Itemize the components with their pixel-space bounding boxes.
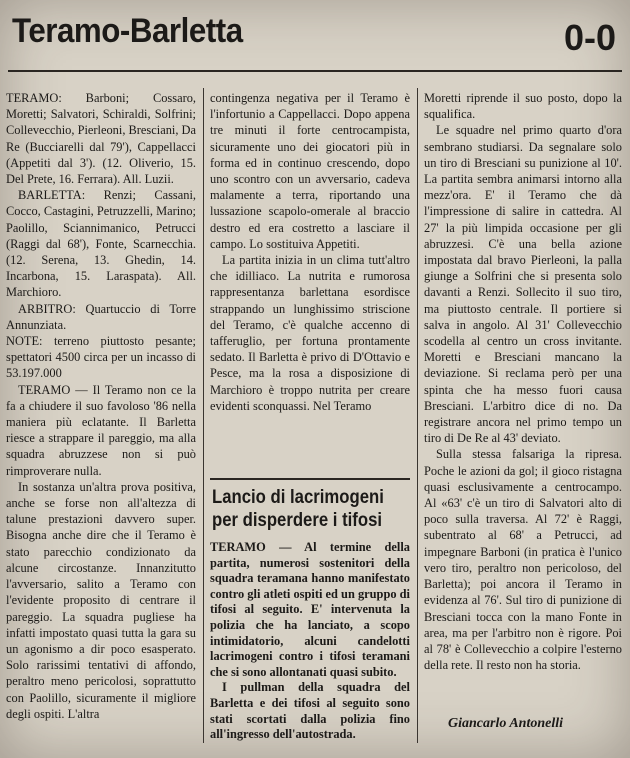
article-paragraph: contingenza negativa per il Teramo è l'infortunio a Cappellacci. Dopo appena tre minuti il forte centrocampista, sicuramente uno dei giocatori più in forma ed in continuo crescendo, dopo uno scontro con un avversario, cadeva malamente a terra, riportando una lussazione scapolo-omerale al braccio destro ed era costretto a lasciare il campo. Lo sostituiva Appetiti.: [210, 91, 410, 251]
byline: Giancarlo Antonelli: [448, 716, 564, 731]
header-rule: [8, 70, 622, 72]
box-paragraph: TERAMO — Al termine della partita, numerosi sostenitori della squadra teramana hanno manifestato contro gli atleti ospiti ed un gruppo di tifosi al seguito. E' intervenuta la polizia che ha lanciato, a scopo intimidatorio, alcuni candelotti lacrimogeni contro i tifosi teramani che si sono allontanati quasi subito.: [210, 540, 410, 679]
side-box: [210, 540, 410, 745]
teramo-lineup: TERAMO: Barboni; Cossaro, Moretti; Salvatori, Schiraldi, Solfrini; Collevecchio, Pierleoni, Bresciani, Da Re (Bucciarelli dal 79'), Cappellacci (Appetiti dal 3'). (12. Oliverio, 15. Del Prete, 16. Ferrara). All. Luzii.: [6, 91, 196, 187]
match-score: 0-0: [563, 17, 616, 58]
column-3: [424, 90, 622, 745]
notes: NOTE: terreno piuttosto pesante; spettatori 4500 circa per un incasso di 53.197.000: [6, 334, 196, 381]
column-2: [210, 90, 410, 475]
referee: ARBITRO: Quartuccio di Torre Annunziata.: [6, 301, 196, 332]
article-paragraph: In sostanza un'altra prova positiva, anche se forse non all'altezza di talune prestazioni davvero super. Bisogna anche dire che il Teramo è stato parecchio condizionato da alcune circostanze. Innanzitutto l'avversario, salito a Teramo con l'evidente proposito di centrare il pareggio. La squadra pugliese ha infatti impostato quasi tutta la gara su un agonismo a dir poco esasperato. Solo rarissimi tentativi di affondo, peraltro meno pericolosi, soprattutto con Paolillo, sicuramente il migliore degli ospiti. L'altra: [6, 479, 196, 721]
article-paragraph: TERAMO — Il Teramo non ce la fa a chiudere il suo favoloso '86 nella maniera più eclatante. Il Barletta riesce a strappare il pareggio, ma alla squadra abruzzese non si può rimproverare nulla.: [6, 382, 196, 478]
column-divider: [417, 88, 418, 743]
box-title: Lancio di lacrimogeni per disperdere i tifosi: [212, 487, 384, 531]
barletta-lineup: BARLETTA: Renzi; Cassani, Cocco, Castagini, Petruzzelli, Marino; Paolillo, Sciannimanico, Petrucci (Raggi dal 68'), Fonte, Scarnecchia. (12. Serena, 13. Ghedin, 14. Incarbona, 15. Laraspata). All. Marchioro.: [6, 188, 196, 300]
box-paragraph: I pullman della squadra del Barletta e dei tifosi al seguito sono stati scortati dalla polizia fino all'ingresso dell'autostrada.: [210, 680, 410, 742]
article-paragraph: Le squadre nel primo quarto d'ora sembrano studiarsi. Da segnalare solo un tiro di Bresciani su punizione al 10'. La partita sembra animarsi intorno alla mezz'ora. E' il Teramo che dà l'impressione di salire in cattedra. Al 27' la più limpida occasione per gli abruzzesi. C'è una bella azione impostata dal bravo Pierleoni, la palla giunge a Solfrini che si presenta solo davanti a Renzi. Sollecito il suo tiro, ma piuttosto centrale. Il portiere si salva in angolo. Al 31' Collevecchio scodella al centro un cross invitante. Moretti e Bresciani mancano la deviazione. Si reclama però per una spinta che ha messo fuori causa Bresciani. L'arbitro dice di no. Da registrare ancora nel primo tempo un tiro di De Re al 43' deviato.: [424, 123, 622, 446]
headline: Teramo-Barletta: [12, 12, 243, 50]
column-divider: [203, 88, 204, 743]
article-paragraph: Sulla stessa falsariga la ripresa. Poche le azioni da gol; il gioco ristagna quasi esclusivamente a centrocampo. Al «63' c'è un tiro di Salvatori alto di poco sulla traversa. Al 72' è Raggi, subentrato al 68' a Petrucci, ad impegnare Barboni (in pratica è l'unico vero tiro, peraltro non pericoloso, del Barletta); poi ancora il Teramo in evidenza al 76'. Sul tiro di punizione di Bresciani tocca con la mano Fonte in area, ma per l'arbitro non è rigore. Poi al 78' è Collevecchio a colpire l'esterno della rete. Il resto non ha storia.: [424, 447, 622, 673]
box-rule: [210, 478, 410, 480]
column-1: [6, 90, 196, 745]
article-paragraph: Moretti riprende il suo posto, dopo la squalifica.: [424, 91, 622, 122]
article-paragraph: La partita inizia in un clima tutt'altro che idilliaco. La nutrita e rumorosa rappresentanza barlettana esordisce strappando un lunghissimo striscione del Teramo, c'è qualche accenno di tafferuglio, per fortuna prontamente sedato. Il Barletta è privo di D'Ottavio e Pesce, ma la rosa a disposizione di Marchioro è troppo nutrita per creare evidenti sconquassi. Nel Teramo: [210, 253, 410, 413]
